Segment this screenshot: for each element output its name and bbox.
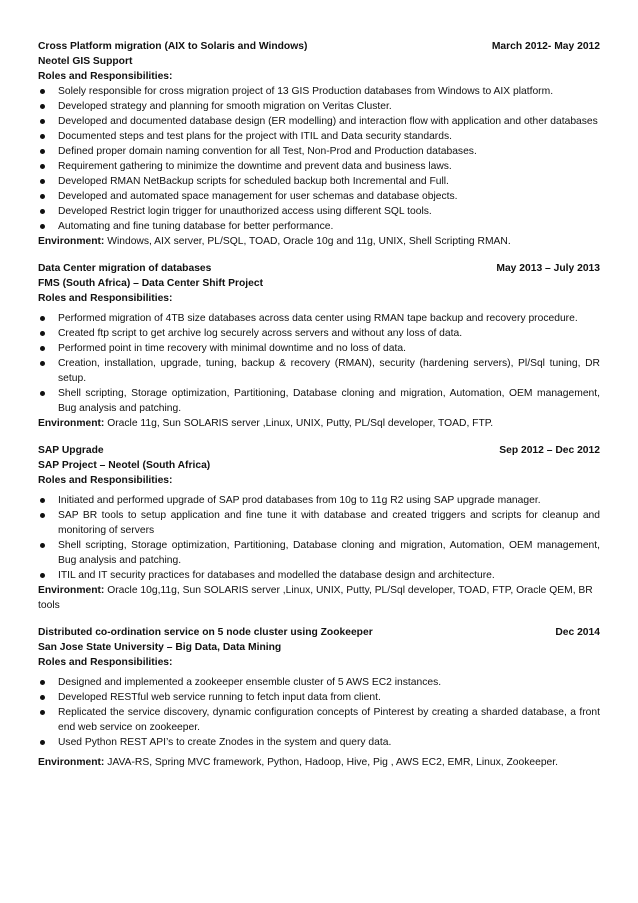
list-item: Creation, installation, upgrade, tuning, backup & recovery (RMAN), security (hardening servers), Pl/Sql tuning, DR setup. [38,356,600,386]
project-section [38,443,600,613]
project-title: Data Center migration of databases [38,263,212,274]
section-header [38,443,600,458]
project-client: SAP Project – Neotel (South Africa) [38,460,211,471]
project-title: SAP Upgrade [38,445,104,456]
responsibility-list [38,311,600,416]
list-item: Shell scripting, Storage optimization, Partitioning, Database cloning and migration, Automation, OEM management, Bug analysis and patching. [38,386,600,416]
environment-line [38,234,600,249]
list-item: Performed point in time recovery with minimal downtime and no loss of data. [38,341,600,356]
list-item: Developed strategy and planning for smooth migration on Veritas Cluster. [38,99,600,114]
project-title: Cross Platform migration (AIX to Solaris and Windows) [38,41,308,52]
environment-text: Windows, AIX server, PL/SQL, TOAD, Oracle 10g and 11g, UNIX, Shell Scripting RMAN. [104,236,511,247]
environment-text: JAVA-RS, Spring MVC framework, Python, Hadoop, Hive, Pig , AWS EC2, EMR, Linux, Zookeeper. [104,757,558,768]
environment-label: Environment: [38,757,105,768]
list-item: Designed and implemented a zookeeper ensemble cluster of 5 AWS EC2 instances. [38,675,600,690]
section-header [38,625,600,640]
list-item: Developed RESTful web service running to fetch input data from client. [38,690,600,705]
responsibility-list [38,675,600,750]
list-item: Documented steps and test plans for the project with ITIL and Data security standards. [38,129,600,144]
environment-line [38,755,600,770]
project-date: Dec 2014 [555,627,600,638]
project-section [38,625,600,770]
list-item: Used Python REST API’s to create Znodes in the system and query data. [38,735,600,750]
list-item: Developed RMAN NetBackup scripts for scheduled backup both Incremental and Full. [38,174,600,189]
environment-label: Environment: [38,418,105,429]
project-section [38,39,600,249]
environment-label: Environment: [38,585,105,596]
environment-line [38,583,600,613]
environment-line [38,416,600,431]
section-header [38,39,600,54]
list-item: Developed Restrict login trigger for unauthorized access using different SQL tools. [38,204,600,219]
roles-label: Roles and Responsibilities: [38,475,173,486]
project-date: May 2013 – July 2013 [496,263,600,274]
project-date: March 2012- May 2012 [491,41,600,52]
environment-text: Oracle 11g, Sun SOLARIS server ,Linux, UNIX, Putty, PL/Sql developer, TOAD, FTP. [104,418,494,429]
roles-label: Roles and Responsibilities: [38,293,173,304]
list-item: Requirement gathering to minimize the downtime and prevent data and business laws. [38,159,600,174]
list-item: Performed migration of 4TB size databases across data center using RMAN tape backup and recovery procedure. [38,311,600,326]
list-item: Replicated the service discovery, dynamic configuration concepts of Pinterest by creating a sharded database, a front end web service on zookeeper. [38,705,600,735]
list-item: Defined proper domain naming convention for all Test, Non-Prod and Production databases. [38,144,600,159]
list-item: Automating and fine tuning database for better performance. [38,219,600,234]
list-item: Developed and documented database design (ER modelling) and interaction flow with application and other databases [38,114,600,129]
responsibility-list [38,493,600,583]
section-header [38,261,600,276]
project-client: FMS (South Africa) – Data Center Shift Project [38,278,264,289]
list-item: ITIL and IT security practices for databases and modelled the database design and architecture. [38,568,600,583]
list-item: Developed and automated space management for user schemas and database objects. [38,189,600,204]
project-client: San Jose State University – Big Data, Data Mining [38,642,282,653]
project-title: Distributed co-ordination service on 5 node cluster using Zookeeper [38,627,373,638]
resume-page [38,39,600,782]
list-item: Created ftp script to get archive log securely across servers and without any loss of data. [38,326,600,341]
list-item: Initiated and performed upgrade of SAP prod databases from 10g to 11g R2 using SAP upgrade manager. [38,493,600,508]
project-section [38,261,600,431]
roles-label: Roles and Responsibilities: [38,657,173,668]
responsibility-list [38,84,600,234]
list-item: SAP BR tools to setup application and fine tune it with database and created triggers and scripts for cleanup and monitoring of servers [38,508,600,538]
list-item: Solely responsible for cross migration project of 13 GIS Production databases from Windows to AIX platform. [38,84,600,99]
roles-label: Roles and Responsibilities: [38,71,173,82]
project-client: Neotel GIS Support [38,56,133,67]
project-date: Sep 2012 – Dec 2012 [499,445,600,456]
environment-label: Environment: [38,236,105,247]
list-item: Shell scripting, Storage optimization, Partitioning, Database cloning and migration, Automation, OEM management, Bug analysis and patching. [38,538,600,568]
environment-text: Oracle 10g,11g, Sun SOLARIS server ,Linux, UNIX, Putty, PL/Sql developer, TOAD, FTP, Oracle QEM, BR tools [38,585,593,611]
